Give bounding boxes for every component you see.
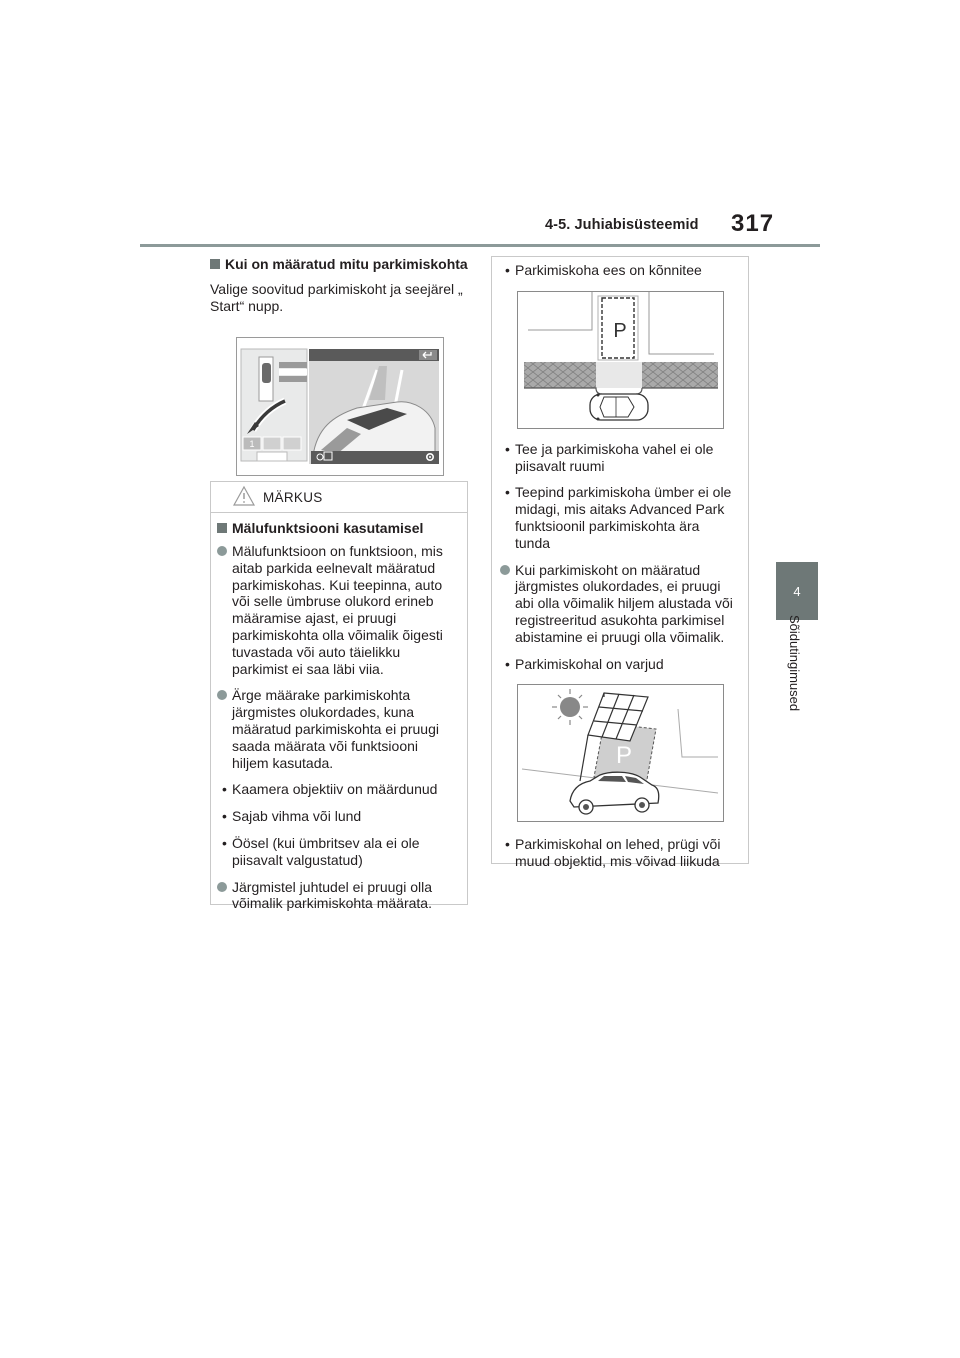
- dot-bullet-icon: •: [505, 836, 510, 853]
- left-column: [210, 256, 468, 315]
- notice-item: [217, 687, 457, 771]
- dot-bullet-icon: •: [222, 808, 227, 825]
- car-top-icon: [262, 363, 271, 383]
- notice-box: [210, 481, 468, 912]
- chapter-label: [787, 615, 807, 745]
- shadow-illustration: [517, 684, 724, 822]
- slot-number-label: 1: [249, 439, 255, 449]
- square-bullet-icon: [210, 259, 220, 269]
- notice-item: [217, 543, 457, 677]
- condition-text: Teepind parkimiskoha ümber ei ole midagi, mis aitaks Advanced Park funktsioonil parkimiskohta ära tunda: [515, 484, 732, 551]
- round-bullet-icon: [500, 565, 510, 575]
- parking-p-label: P: [615, 742, 633, 770]
- chapter-tab[interactable]: [776, 562, 818, 620]
- sun-icon: [552, 689, 588, 725]
- condition-text: Parkimiskohal on lehed, prügi või muud objektid, mis võivad liikuda: [515, 836, 721, 870]
- start-button[interactable]: [257, 452, 287, 461]
- intro-paragraph: Valige soovitud parkimiskoht ja seejärel „ Start“ nupp.: [210, 281, 463, 314]
- conditions-body: [492, 257, 748, 870]
- section-heading: [210, 256, 468, 273]
- square-bullet-icon: [217, 523, 227, 533]
- parking-screen-illustration: [236, 337, 444, 476]
- section-title: 4-5. Juhiabisüsteemid: [545, 217, 699, 233]
- slot-button-3[interactable]: [283, 437, 301, 450]
- dot-bullet-icon: •: [222, 781, 227, 798]
- notice-subheading-text: Mälufunktsiooni kasutamisel: [232, 520, 424, 536]
- dot-bullet-icon: •: [222, 834, 227, 851]
- parking-p-label: P: [613, 319, 627, 342]
- dot-bullet-icon: •: [505, 440, 510, 457]
- header-rule: [140, 244, 820, 247]
- condition-item: [500, 262, 738, 279]
- condition-item: [500, 656, 738, 673]
- section-heading-text: Kui on määratud mitu parkimiskohta: [225, 256, 468, 272]
- condition-text: Tee ja parkimiskoha vahel ei ole piisavalt ruumi: [515, 440, 714, 474]
- page-number: 317: [731, 210, 775, 237]
- notice-item-text: Kaamera objektiiv on määrdunud: [232, 781, 438, 798]
- notice-subheading: [217, 520, 457, 537]
- sidewalk-drawing: [518, 292, 723, 428]
- notice-item: [217, 835, 457, 869]
- round-bullet-icon: [217, 882, 227, 892]
- chapter-label-text: Sõidutingimused: [787, 615, 802, 712]
- notice-item: [217, 781, 457, 798]
- condition-item: [500, 836, 738, 870]
- condition-item: [500, 484, 738, 551]
- notice-item-text: Sajab vihma või lund: [232, 808, 362, 825]
- condition-item: [500, 562, 738, 646]
- notice-item: [217, 808, 457, 825]
- notice-item-text: Ärge määrake parkimiskohta järgmistes olukordades, kuna määratud parkimiskohta ei pruugi saada määrata või funktsiooni hiljem kasutada.: [232, 687, 439, 771]
- car-top-view: [590, 393, 648, 420]
- notice-item-text: Järgmistel juhtudel ei pruugi olla võimalik parkimiskohta määrata.: [232, 878, 432, 912]
- screen-drawing: [237, 338, 443, 475]
- condition-text: Parkimiskoha ees on kõnnitee: [515, 262, 702, 278]
- notice-header: [211, 482, 467, 513]
- warning-triangle-icon: [233, 485, 255, 507]
- round-bullet-icon: [217, 546, 227, 556]
- conditions-box: [491, 256, 749, 870]
- chapter-number: 4: [793, 583, 801, 599]
- slot-button-2[interactable]: [263, 437, 281, 450]
- notice-item-text: Mälufunktsioon on funktsioon, mis aitab parkida eelnevalt määratud parkimiskohas. Kui teepinna, auto või selle ümbruse olukord erineb määramise ajast, ei pruugi parkimiskohta olla võimalik õigesti tuvastada või auto täielikku parkimist ei saa läbi viia.: [232, 543, 443, 677]
- dot-bullet-icon: •: [505, 262, 510, 278]
- round-bullet-icon: [217, 690, 227, 700]
- condition-text: Parkimiskohal on varjud: [515, 655, 664, 672]
- sidewalk-illustration: [517, 291, 724, 429]
- condition-item: [500, 441, 738, 475]
- notice-item-text: Öösel (kui ümbritsev ala ei ole piisavalt valgustatud): [232, 834, 420, 868]
- dot-bullet-icon: •: [505, 484, 510, 501]
- notice-body: [211, 513, 467, 912]
- shadow-drawing: [518, 685, 723, 821]
- condition-text: Kui parkimiskoht on määratud järgmistes olukordades, ei pruugi abi olla võimalik hiljem alustada või registreeritud asukohta parkimisel abistamine ei pruugi olla võimalik.: [515, 561, 733, 645]
- dot-bullet-icon: •: [505, 655, 510, 672]
- notice-item: [217, 879, 457, 913]
- notice-title: MÄRKUS: [263, 490, 323, 505]
